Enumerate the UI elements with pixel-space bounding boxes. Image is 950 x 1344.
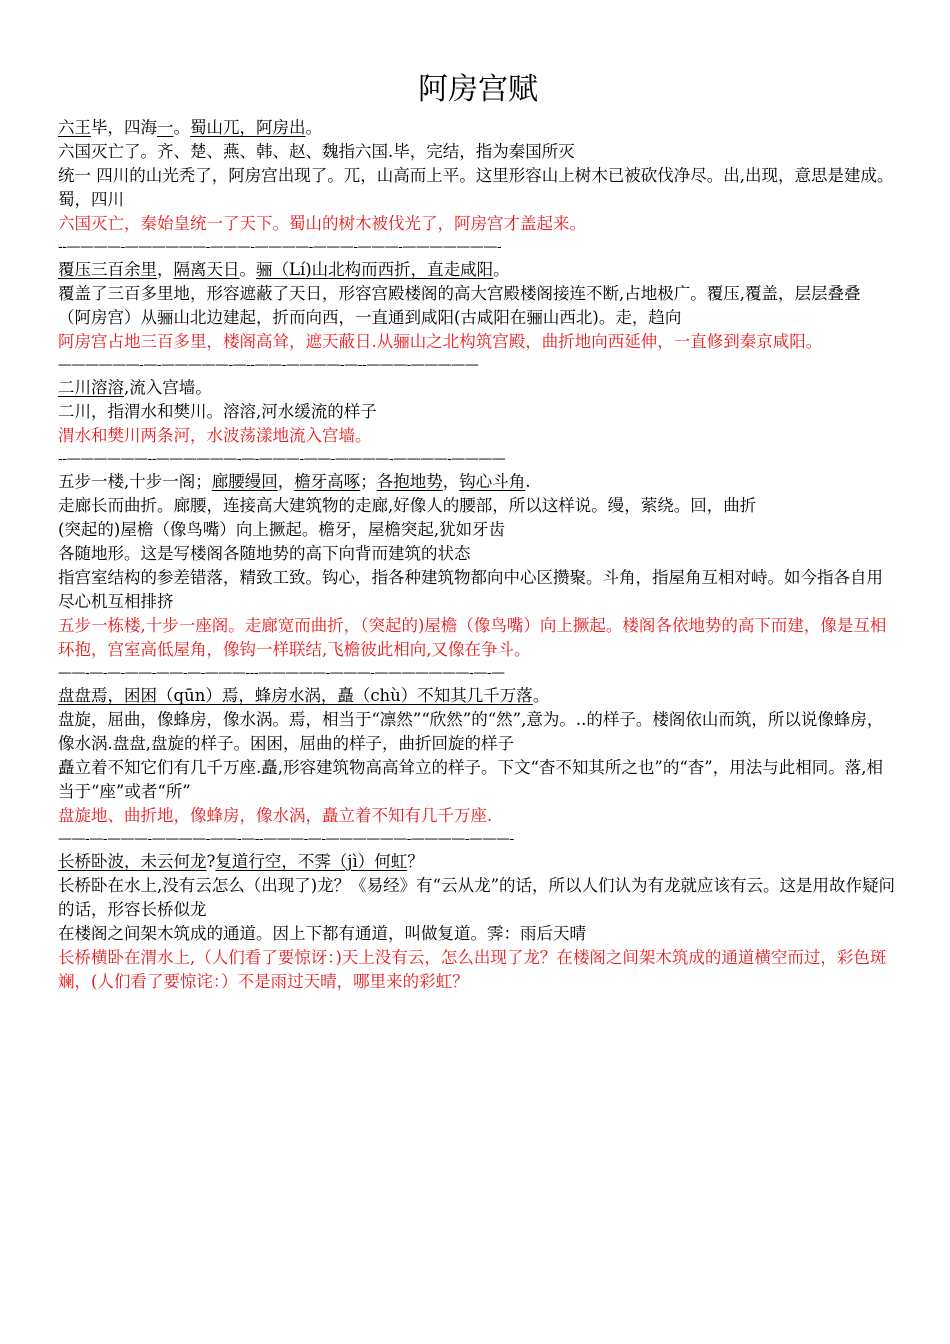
section (58, 376, 898, 470)
annotation-note: 在楼阁之间架木筑成的通道。因上下都有通道，叫做复道。霁：雨后天晴 (58, 924, 586, 943)
annotation-note: 指宫室结构的参差错落，精致工致。钩心，指各种建筑物都向中心区攒聚。斗角，指屋角互相对峙。如今指各自用尽心机互相排挤 (58, 568, 883, 611)
document-page (58, 70, 898, 994)
source-text-segment: ， (277, 472, 295, 491)
annotation-note: 统一 四川的山光秃了，阿房宫出现了。兀，山高而上平。这里形容山上树木已被砍伐净尽。出,出现，意思是建成。蜀，四川 (58, 166, 894, 209)
underlined-phrase: 隔离天日 (173, 260, 240, 279)
underlined-phrase: 骊（Lí)山北构而西折，直走咸阳 (256, 260, 494, 279)
annotation-note: 矗立着不知它们有几千万座.矗,形容建筑物高高耸立的样子。下文“杳不知其所之也”的“杳”，用法与此相同。落,相当于“座”或者“所” (58, 758, 883, 801)
underlined-phrase: 一 (157, 118, 174, 137)
annotation-note: 盘旋，屈曲，像蜂房，像水涡。焉，相当于“凛然”“欣然”的“然”,意为。..的样子。楼阁依山而筑，所以说像蜂房，像水涡.盘盘,盘旋的样子。困困，屈曲的样子，曲折回旋的样子 (58, 710, 884, 753)
section-separator: ——————-—-—————-—--——-————-—--———-————— (58, 357, 479, 373)
section (58, 850, 898, 994)
underlined-phrase: 覆压三百余里 (58, 260, 157, 279)
annotation-note: 长桥卧在水上,没有云怎么（出现了)龙？《易经》有“云从龙”的话，所以人们认为有龙就应该有云。这是用故作疑问的话，形容长桥似龙 (58, 876, 896, 919)
source-text-segment: ？ (407, 852, 424, 871)
translation-text: 长桥横卧在渭水上,（人们看了要惊讶：)天上没有云，怎么出现了龙？在楼阁之间架木筑成的通道横空而过，彩色斑斓，(人们看了要惊诧：）不是雨过天晴，哪里来的彩虹？ (58, 948, 887, 991)
annotation-note: 六国灭亡了。齐、楚、燕、韩、赵、魏指六国.毕，完结，指为秦国所灭 (58, 142, 575, 161)
source-text-segment: 。 (173, 118, 190, 137)
source-text-segment: 。 (305, 118, 322, 137)
underlined-phrase: 六王 (58, 118, 91, 137)
section-separator: ——-—-———-————-——-—--———-—-——————-————-———- (58, 831, 514, 847)
source-text-line (58, 850, 898, 874)
source-text-segment: ， (442, 472, 460, 491)
source-text-segment: ? (206, 852, 216, 871)
source-text-segment: 。 (239, 260, 256, 279)
underlined-phrase: 檐牙高啄 (294, 472, 361, 491)
annotation-note: （阿房宫）从骊山北边建起，折而向西，一直通到咸阳(古咸阳在骊山西北)。走，趋向 (58, 308, 682, 327)
translation-text: 六国灭亡，秦始皇统一了天下。蜀山的树木被伐光了，阿房宫才盖起来。 (58, 214, 586, 233)
source-text-segment: ； (360, 472, 377, 491)
source-text-line (58, 470, 898, 494)
section-separator: ——-—-—-——-——-—-———---—————-———-———————-—-— (58, 665, 505, 681)
annotation-note: 走廊长而曲折。廊腰，连接高大建筑物的走廊,好像人的腰部，所以这样说。缦，萦绕。回，曲折 (58, 496, 757, 515)
translation-text: 渭水和樊川两条河，水波荡漾地流入宫墙。 (58, 426, 372, 445)
document-title: 阿房宫赋 (418, 72, 538, 107)
translation-text: 阿房宫占地三百多里，楼阁高耸，遮天蔽日.从骊山之北构筑宫殿，曲折地向西延伸，一直修到秦京咸阳。 (58, 332, 823, 351)
source-text-segment: . (525, 472, 531, 491)
source-text-segment: ,流入宫墙。 (124, 378, 212, 397)
underlined-phrase: 各抱地势 (376, 472, 443, 491)
underlined-phrase: 盘盘焉，困困（qūn）焉，蜂房水涡，矗（chù）不知其几千万落 (58, 686, 533, 705)
translation-text: 五步一栋楼,十步一座阁。走廊宽而曲折，（突起的)屋檐（像鸟嘴）向上撅起。楼阁各依地势的高下而建，像是互相环抱，宫室高低屋角，像钩一样联结,飞檐彼此相向,又像在争斗。 (58, 616, 887, 659)
source-text-segment: 毕，四海 (91, 118, 157, 137)
section-separator: --————-——————-———-————-———-———-———————- (58, 239, 502, 255)
annotation-note: 二川，指渭水和樊川。溶溶,河水缓流的样子 (58, 402, 377, 421)
underlined-phrase: 廊腰缦回 (211, 472, 278, 491)
source-text-line (58, 258, 898, 282)
section-separator: --——————--——————-—-———-——-————-————-———— (58, 451, 506, 467)
source-text-line (58, 684, 898, 708)
underlined-phrase: 长桥卧波，未云何龙 (58, 852, 207, 871)
underlined-phrase: 钩心斗角 (459, 472, 526, 491)
source-text-line (58, 116, 898, 140)
annotation-note: (突起的)屋檐（像鸟嘴）向上撅起。檐牙，屋檐突起,犹如牙齿 (58, 520, 506, 539)
underlined-phrase: 二川溶溶 (58, 378, 124, 397)
section (58, 258, 898, 376)
translation-text: 盘旋地、曲折地，像蜂房，像水涡，矗立着不知有几千万座. (58, 806, 493, 825)
section (58, 684, 898, 850)
source-text-line (58, 376, 898, 400)
source-text-segment: 五步一楼,十步一阁； (58, 472, 212, 491)
underlined-phrase: 蜀山兀，阿房出 (190, 118, 306, 137)
sections-container (58, 116, 898, 994)
source-text-segment: ， (157, 260, 174, 279)
source-text-segment: 。 (532, 686, 550, 705)
section (58, 470, 898, 684)
annotation-note: 覆盖了三百多里地，形容遮蔽了天日，形容宫殿楼阁的高大宫殿楼阁接连不断,占地极广。覆压,覆盖，层层叠叠 (58, 284, 861, 303)
section (58, 116, 898, 258)
underlined-phrase: 复道行空，不霁（jì）何虹 (215, 852, 408, 871)
source-text-segment: 。 (493, 260, 510, 279)
annotation-note: 各随地形。这是写楼阁各随地势的高下向背而建筑的状态 (58, 544, 471, 563)
